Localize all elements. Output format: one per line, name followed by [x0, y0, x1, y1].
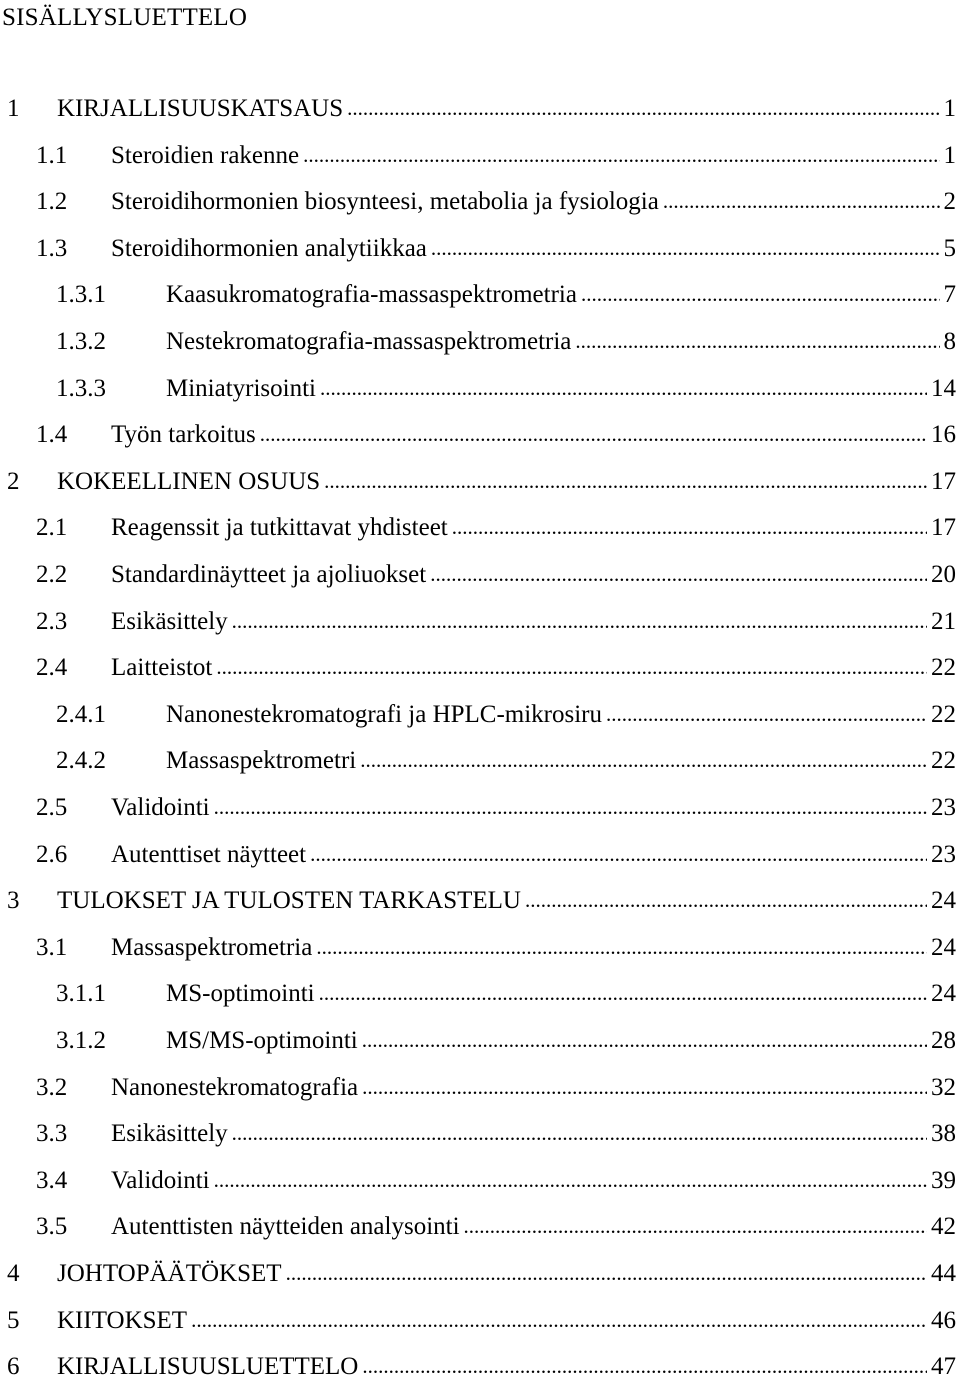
toc-entry-page-number: 20 — [931, 561, 956, 588]
toc-entry-page-number: 22 — [931, 747, 956, 774]
toc-entry-number: 2.3 — [36, 608, 68, 635]
dot-leader — [606, 698, 927, 730]
toc-entry[interactable] — [36, 512, 956, 544]
toc-entry-page-number: 39 — [931, 1167, 956, 1194]
dot-leader — [347, 92, 939, 124]
toc-entry-title: Miniatyrisointi — [166, 375, 316, 402]
toc-entry-page-number: 8 — [943, 328, 956, 355]
toc-entry-title: Autenttisten näytteiden analysointi — [111, 1213, 460, 1240]
toc-entry-number: 5 — [7, 1307, 20, 1334]
toc-entry-page-number: 23 — [931, 794, 956, 821]
toc-entry-title: Steroidien rakenne — [111, 142, 300, 169]
toc-entry-number: 3.1.1 — [56, 980, 106, 1007]
toc-entry[interactable] — [7, 466, 956, 498]
dot-leader — [581, 278, 940, 310]
toc-entry-title: KIRJALLISUUSKATSAUS — [57, 95, 344, 122]
toc-entry-page-number: 7 — [943, 281, 956, 308]
toc-entry-number: 2 — [7, 468, 20, 495]
toc-entry-number: 3.4 — [36, 1167, 68, 1194]
dot-leader — [191, 1304, 927, 1336]
toc-entry-title: MS/MS-optimointi — [166, 1027, 358, 1054]
toc-entry[interactable] — [36, 652, 956, 684]
toc-entry-page-number: 46 — [931, 1307, 956, 1334]
toc-entry-page-number: 17 — [931, 514, 956, 541]
toc-entry-number: 2.6 — [36, 841, 68, 868]
toc-entry-title: Steroidihormonien analytiikkaa — [111, 235, 427, 262]
toc-entry[interactable] — [7, 885, 956, 917]
toc-entry[interactable] — [7, 1305, 956, 1337]
dot-leader — [216, 651, 927, 683]
toc-entry[interactable] — [36, 1211, 956, 1243]
toc-entry-number: 1.3 — [36, 235, 68, 262]
toc-entry-number: 4 — [7, 1260, 20, 1287]
toc-entry-title: KOKEELLINEN OSUUS — [57, 468, 321, 495]
dot-leader — [452, 511, 927, 543]
toc-entry[interactable] — [36, 140, 956, 172]
toc-entry-title: Validointi — [111, 1167, 210, 1194]
toc-entry-page-number: 1 — [943, 142, 956, 169]
toc-entry[interactable] — [7, 1351, 956, 1383]
toc-entry-title: Nanonestekromatografia — [111, 1074, 359, 1101]
dot-leader — [319, 977, 927, 1009]
dot-leader — [663, 185, 940, 217]
toc-entry[interactable] — [36, 419, 956, 451]
toc-entry-number: 1.1 — [36, 142, 68, 169]
toc-entry-page-number: 24 — [931, 887, 956, 914]
toc-entry-title: Laitteistot — [111, 654, 213, 681]
dot-leader — [362, 1350, 927, 1382]
toc-entry-page-number: 16 — [931, 421, 956, 448]
toc-entry-page-number: 47 — [931, 1353, 956, 1380]
toc-entry-number: 1.3.3 — [56, 375, 106, 402]
toc-entry[interactable] — [7, 93, 956, 125]
toc-entry-title: TULOKSET JA TULOSTEN TARKASTELU — [57, 887, 521, 914]
toc-entry-title: Massaspektrometria — [111, 934, 313, 961]
toc-entry[interactable] — [36, 186, 956, 218]
toc-entry-title: Reagenssit ja tutkittavat yhdisteet — [111, 514, 448, 541]
toc-entry-page-number: 24 — [931, 980, 956, 1007]
dot-leader — [310, 838, 927, 870]
toc-entry-title: Nestekromatografia-massaspektrometria — [166, 328, 572, 355]
toc-entry-title: KIRJALLISUUSLUETTELO — [57, 1353, 359, 1380]
toc-entry-number: 6 — [7, 1353, 20, 1380]
dot-leader — [362, 1071, 927, 1103]
toc-entry-number: 2.2 — [36, 561, 68, 588]
toc-entry-number: 3.2 — [36, 1074, 68, 1101]
dot-leader — [360, 744, 927, 776]
dot-leader — [320, 372, 927, 404]
toc-entry-number: 3.3 — [36, 1120, 68, 1147]
toc-entry[interactable] — [36, 559, 956, 591]
toc-entry-title: Validointi — [111, 794, 210, 821]
toc-entry-number: 3 — [7, 887, 20, 914]
toc-entry-number: 1.3.2 — [56, 328, 106, 355]
dot-leader — [303, 139, 939, 171]
page-title: SISÄLLYSLUETTELO — [2, 4, 248, 31]
toc-entry-page-number: 28 — [931, 1027, 956, 1054]
dot-leader — [324, 465, 927, 497]
toc-entry-page-number: 21 — [931, 608, 956, 635]
dot-leader — [232, 1117, 927, 1149]
toc-entry[interactable] — [36, 1165, 956, 1197]
toc-entry[interactable] — [36, 932, 956, 964]
toc-entry[interactable] — [56, 279, 956, 311]
toc-entry-page-number: 14 — [931, 375, 956, 402]
toc-entry[interactable] — [56, 699, 956, 731]
toc-entry-page-number: 42 — [931, 1213, 956, 1240]
dot-leader — [575, 325, 939, 357]
toc-entry-page-number: 44 — [931, 1260, 956, 1287]
dot-leader — [431, 232, 940, 264]
toc-entry[interactable] — [36, 839, 956, 871]
dot-leader — [286, 1257, 927, 1289]
toc-entry-title: Esikäsittely — [111, 1120, 228, 1147]
toc-entry-page-number: 23 — [931, 841, 956, 868]
toc-entry-title: Esikäsittely — [111, 608, 228, 635]
toc-entry-page-number: 5 — [943, 235, 956, 262]
toc-entry[interactable] — [36, 1118, 956, 1150]
toc-entry-title: Kaasukromatografia-massaspektrometria — [166, 281, 577, 308]
toc-entry[interactable] — [56, 978, 956, 1010]
toc-entry-page-number: 24 — [931, 934, 956, 961]
toc-entry-title: Työn tarkoitus — [111, 421, 256, 448]
toc-entry[interactable] — [36, 606, 956, 638]
toc-entry-number: 1 — [7, 95, 20, 122]
toc-entry-page-number: 32 — [931, 1074, 956, 1101]
toc-entry-title: MS-optimointi — [166, 980, 315, 1007]
toc-entry-title: Massaspektrometri — [166, 747, 357, 774]
toc-entry-title: Steroidihormonien biosynteesi, metabolia ja fysiologia — [111, 188, 659, 215]
toc-entry-title: Nanonestekromatografi ja HPLC-mikrosiru — [166, 701, 603, 728]
toc-entry-number: 1.3.1 — [56, 281, 106, 308]
toc-entry-page-number: 2 — [943, 188, 956, 215]
toc-entry-number: 1.2 — [36, 188, 68, 215]
toc-entry-number: 3.1.2 — [56, 1027, 106, 1054]
toc-entry-number: 3.1 — [36, 934, 68, 961]
toc-entry-number: 2.1 — [36, 514, 68, 541]
dot-leader — [214, 791, 927, 823]
toc-entry[interactable] — [56, 745, 956, 777]
dot-leader — [232, 605, 927, 637]
toc-entry-page-number: 17 — [931, 468, 956, 495]
toc-entry-number: 1.4 — [36, 421, 68, 448]
toc-entry[interactable] — [7, 1258, 956, 1290]
toc-entry-number: 3.5 — [36, 1213, 68, 1240]
toc-entry-number: 2.4 — [36, 654, 68, 681]
toc-entry[interactable] — [36, 233, 956, 265]
toc-entry-title: JOHTOPÄÄTÖKSET — [57, 1260, 282, 1287]
toc-entry-number: 2.5 — [36, 794, 68, 821]
toc-entry-page-number: 22 — [931, 701, 956, 728]
toc-entry-page-number: 38 — [931, 1120, 956, 1147]
dot-leader — [260, 418, 927, 450]
toc-entry[interactable] — [56, 1025, 956, 1057]
toc-entry[interactable] — [56, 373, 956, 405]
toc-entry[interactable] — [36, 1072, 956, 1104]
toc-entry-number: 2.4.1 — [56, 701, 106, 728]
toc-entry-title: KIITOKSET — [57, 1307, 188, 1334]
toc-entry[interactable] — [56, 326, 956, 358]
toc-entry[interactable] — [36, 792, 956, 824]
dot-leader — [214, 1164, 927, 1196]
dot-leader — [316, 931, 927, 963]
toc-entry-title: Standardinäytteet ja ajoliuokset — [111, 561, 427, 588]
dot-leader — [362, 1024, 927, 1056]
toc-entry-title: Autenttiset näytteet — [111, 841, 307, 868]
dot-leader — [525, 884, 927, 916]
toc-entry-page-number: 1 — [943, 95, 956, 122]
dot-leader — [430, 558, 927, 590]
toc-entry-page-number: 22 — [931, 654, 956, 681]
dot-leader — [464, 1210, 927, 1242]
toc-entry-number: 2.4.2 — [56, 747, 106, 774]
